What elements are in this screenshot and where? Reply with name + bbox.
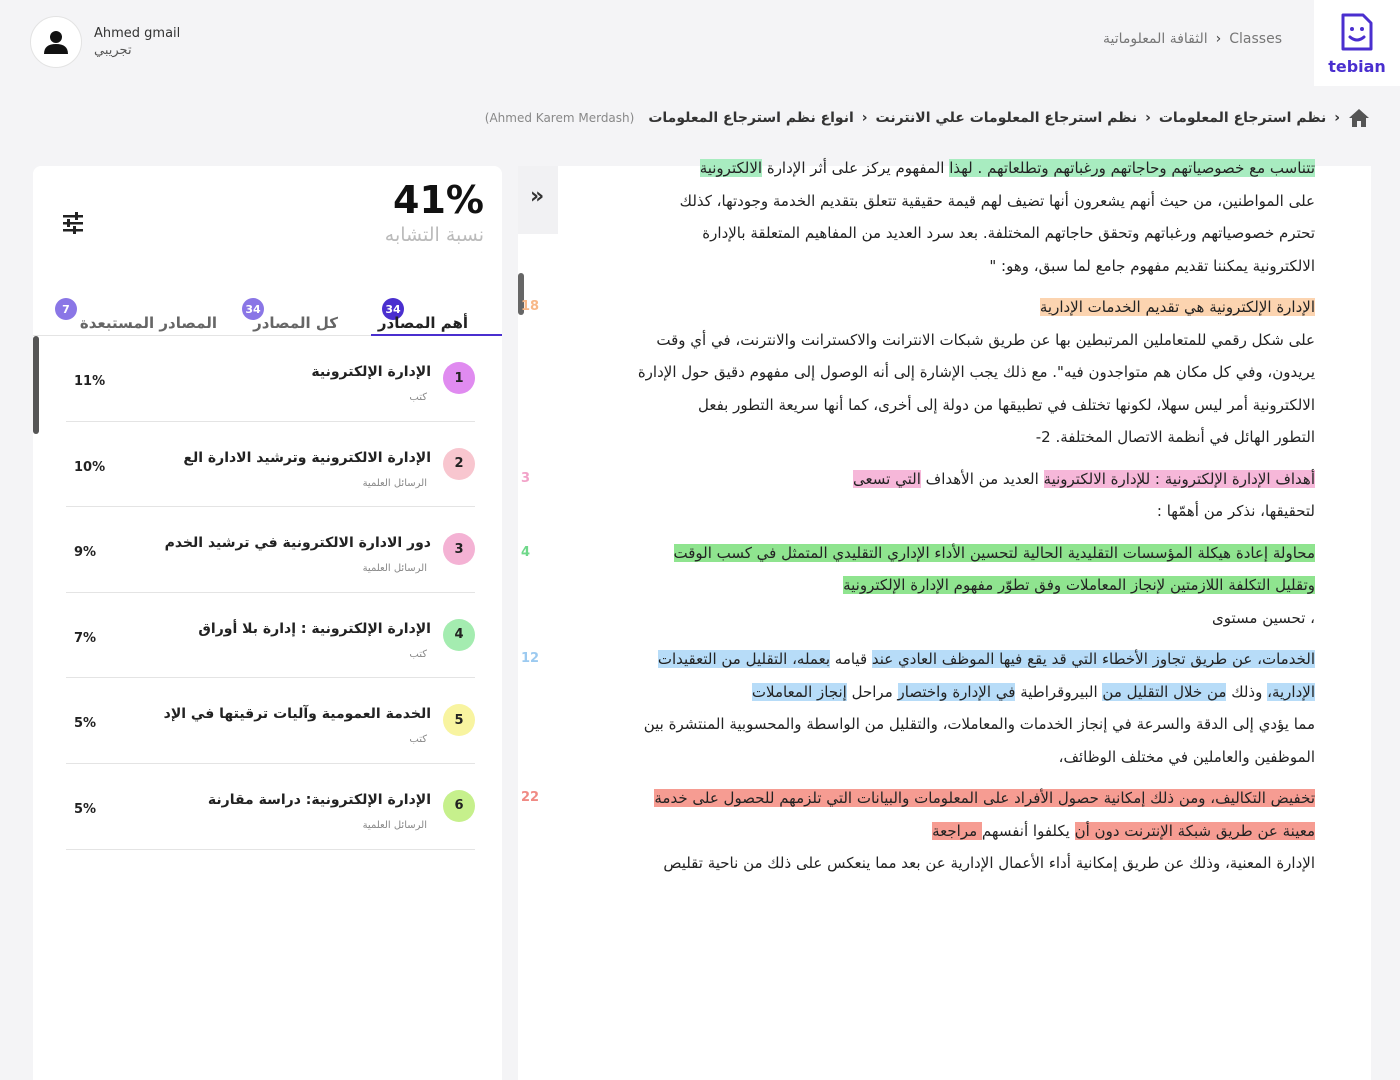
- source-percent: 11%: [74, 374, 106, 389]
- source-type: كتب: [409, 648, 427, 660]
- highlight-match[interactable]: في الإدارة واختصار: [897, 682, 1016, 701]
- highlight-match[interactable]: الإدارة الإلكترونية هي تقديم الخدمات الإدارية: [1039, 298, 1315, 316]
- source-item[interactable]: [66, 764, 475, 850]
- source-number: 2: [443, 448, 475, 480]
- paragraph: 12 الخدمات، عن طريق تجاوز الأخطاء التي قد يقع فيها الموظف العادي عند قيامه بعمله، التقليل من التعقيدات الإدارية، وذلك من خلال التقليل من البيروقراطية في الإدارة واختصار مراحل إنجاز المعاملات مما يؤدي إلى الدقة والسرعة في إنجاز الخدمات والمعاملات، والتقليل من الواسطة والمحسوبية المنتشرة بين الموظفين والعاملين في مختلف الوظائف،: [575, 643, 1315, 773]
- highlight-match[interactable]: وتقليل التكلفة اللازمتين لإنجاز المعاملات وفق تطوّر مفهوم الإدارة الإلكترونية: [843, 576, 1315, 594]
- document-text: [521, 152, 1315, 889]
- tab-label: المصادر المستبعدة: [79, 314, 217, 332]
- logo[interactable]: [1314, 0, 1400, 86]
- source-title: الإدارة الإلكترونية: دراسة مقارنة: [207, 791, 431, 808]
- highlight-match[interactable]: الالكترونية: [699, 159, 763, 177]
- logo-icon: [1337, 11, 1377, 53]
- similarity-label: نسبة التشابه: [384, 224, 484, 246]
- crumb-item-1[interactable]: نظم استرجاع المعلومات: [1158, 110, 1327, 126]
- user-role: تجريبي: [94, 43, 132, 58]
- breadcrumb: [485, 108, 1370, 128]
- sources-scrollbar[interactable]: [33, 336, 39, 434]
- user-profile[interactable]: [30, 16, 180, 68]
- highlight-match[interactable]: للإدارة الالكترونية: [1043, 469, 1151, 488]
- app-header: [0, 0, 1400, 88]
- highlight-match[interactable]: التي تسعى: [853, 469, 921, 488]
- highlight-match[interactable]: معينة عن طريق شبكة الإنترنت دون أن: [1074, 821, 1315, 840]
- highlight-match[interactable]: بعمله، التقليل من التعقيدات: [657, 650, 831, 668]
- source-percent: 5%: [74, 801, 97, 817]
- tab-label: أهم المصادر: [377, 314, 468, 332]
- paragraph: 22 تخفيض التكاليف، ومن ذلك إمكانية حصول الأفراد على المعلومات والبيانات التي تلزمهم للحصول على خدمة معينة عن طريق شبكة الإنترنت دون أن يكلفوا أنفسهم مراجعة الإدارة المعنية، وذلك عن طريق إمكانية أداء الأعمال الإدارية عن بعد مما ينعكس على ذلك من ناحية تقليص: [575, 782, 1315, 880]
- chevron-left-icon: ‹: [1334, 110, 1340, 126]
- source-marker[interactable]: 18: [521, 299, 540, 314]
- document-text-area: [521, 159, 1371, 1080]
- source-marker[interactable]: 22: [521, 790, 540, 805]
- tab-all-sources[interactable]: [232, 298, 352, 336]
- source-title: دور الادارة الالكترونية في ترشيد الخدم: [164, 535, 431, 552]
- paragraph: 3 أهداف الإدارة الإلكترونية : للإدارة الالكترونية العديد من الأهداف التي تسعى لتحقيقها، نذكر من أهمّها :: [575, 463, 1315, 528]
- source-percent: 7%: [74, 630, 97, 646]
- avatar[interactable]: [30, 16, 82, 68]
- paragraph: 18 الإدارة الإلكترونية هي تقديم الخدمات الإدارية على شكل رقمي للمتعاملين المرتبطين بها عن طريق شبكات الانترانت والاكسترانت والانترنت، في أي وقت يريدون، وفي كل مكان هم متواجدون فيه". مع ذلك يجب الإشارة إلى أنه الوصول إلى مفهوم دقيق حول الإدارة الالكترونية أمر ليس سهلا، لكونها تختلف في تطبيقها من دولة إلى أخرى، كما أنها سريعة التطور بفعل التطور الهائل في أنظمة الاتصال المختلفة. 2-: [575, 291, 1315, 454]
- source-percent: 10%: [74, 459, 106, 475]
- document-author: (Ahmed Karem Merdash): [484, 111, 635, 125]
- logo-text: tebian: [1328, 56, 1386, 76]
- source-type: الرسائل العلمية: [362, 819, 427, 831]
- source-item[interactable]: [66, 678, 475, 764]
- tab-label: كل المصادر: [253, 314, 338, 332]
- highlight-match[interactable]: من خلال التقليل من: [1102, 682, 1227, 701]
- highlight-match[interactable]: مراجعة: [932, 821, 982, 840]
- chevron-left-icon: ‹: [861, 110, 868, 126]
- source-type: الرسائل العلمية: [362, 477, 427, 489]
- highlight-match[interactable]: تتناسب مع خصوصياتهم وحاجاتهم ورغباتهم وتطلعاتهم . لهذا: [949, 159, 1315, 177]
- source-marker[interactable]: 3: [521, 470, 531, 486]
- chevron-left-icon: ‹: [1215, 31, 1222, 47]
- source-title: الخدمة العمومية وآليات ترقيتها في الإد: [163, 706, 431, 723]
- similarity-panel: [33, 166, 502, 1080]
- paragraph: 4 محاولة إعادة هيكلة المؤسسات التقليدية الحالية لتحسين الأداء الإداري التقليدي المتمثل في كسب الوقت وتقليل التكلفة اللازمتين لإنجاز المعاملات وفق تطوّر مفهوم الإدارة الإلكترونية ، تحسين مستوى: [575, 537, 1315, 635]
- source-item[interactable]: [66, 507, 475, 593]
- paragraph: تتناسب مع خصوصياتهم وحاجاتهم ورغباتهم وتطلعاتهم . لهذا المفهوم يركز على أثر الإدارة الالكترونية على المواطنين، من حيث أنهم يشعرون أنها تضيف لهم قيمة حقيقية تتعلق بتقديم الخدمة وجودتها، كذلك تحترم خصوصياتهم ورغباتهم وتحقق حاجاتهم المختلفة. بعد سرد العديد من المفاهيم المتعلقة بالإدارة الالكترونية يمكننا تقديم مفهوم جامع لما سبق، وهو: ": [679, 159, 1315, 275]
- chevron-left-icon: ‹: [1145, 110, 1151, 126]
- crumb-item-2[interactable]: نظم استرجاع المعلومات علي الانترنت: [875, 110, 1138, 126]
- source-number: 3: [443, 533, 475, 565]
- source-item[interactable]: [66, 336, 475, 422]
- highlight-match[interactable]: تخفيض التكاليف، ومن ذلك إمكانية حصول الأفراد على المعلومات والبيانات التي تلزمهم للحصول على خدمة: [654, 789, 1315, 807]
- user-name: Ahmed gmail: [94, 26, 181, 41]
- source-tabs: [33, 284, 502, 336]
- tab-count-badge: 34: [382, 298, 404, 320]
- source-percent: 5%: [74, 716, 97, 732]
- double-chevron-right-icon[interactable]: »: [530, 184, 545, 209]
- source-marker[interactable]: 12: [521, 651, 540, 666]
- source-title: الإدارة الالكترونية وترشيد الادارة الع: [183, 449, 431, 466]
- source-type: كتب: [409, 392, 427, 403]
- source-number: 6: [443, 790, 475, 822]
- crumb-item-3[interactable]: انواع نظم استرجاع المعلومات: [648, 110, 854, 126]
- source-title: الإدارة الإلكترونية : إدارة بلا أوراق: [198, 620, 431, 637]
- home-icon[interactable]: [1348, 108, 1370, 128]
- sources-list: [66, 336, 475, 850]
- source-type: الرسائل العلمية: [362, 563, 427, 575]
- tab-excluded-sources[interactable]: [57, 298, 217, 336]
- source-number: 4: [443, 619, 475, 651]
- source-item[interactable]: [66, 593, 475, 679]
- tab-count-badge: 34: [242, 298, 264, 320]
- document-panel: [518, 159, 1371, 1080]
- source-title: الإدارة الإلكترونية: [311, 364, 431, 380]
- source-marker[interactable]: 4: [521, 544, 531, 560]
- breadcrumb-classes[interactable]: Classes: [1229, 31, 1282, 47]
- source-item[interactable]: [66, 422, 475, 508]
- breadcrumb-course[interactable]: الثقافة المعلوماتية: [1103, 31, 1208, 47]
- highlight-match[interactable]: الخدمات، عن طريق تجاوز الأخطاء التي قد يقع فيها الموظف العادي عند: [871, 650, 1315, 668]
- filter-sliders-icon[interactable]: [61, 212, 85, 238]
- highlight-match[interactable]: أهداف الإدارة الإلكترونية :: [1150, 469, 1315, 488]
- source-number: 1: [443, 362, 475, 394]
- collapse-strip: [518, 166, 558, 234]
- source-percent: 9%: [74, 545, 97, 561]
- highlight-match[interactable]: الإدارية،: [1267, 682, 1315, 701]
- similarity-percent: 41%: [393, 178, 484, 222]
- highlight-match[interactable]: محاولة إعادة هيكلة المؤسسات التقليدية الحالية لتحسين الأداء الإداري التقليدي المتمثل في كسب الوقت: [673, 543, 1315, 562]
- source-number: 5: [443, 704, 475, 736]
- top-breadcrumb: [1103, 31, 1282, 47]
- user-icon: [43, 29, 69, 55]
- source-type: كتب: [409, 734, 427, 746]
- tab-count-badge: 7: [55, 298, 77, 320]
- highlight-match[interactable]: إنجاز المعاملات: [751, 682, 847, 701]
- tab-top-sources[interactable]: [371, 298, 502, 336]
